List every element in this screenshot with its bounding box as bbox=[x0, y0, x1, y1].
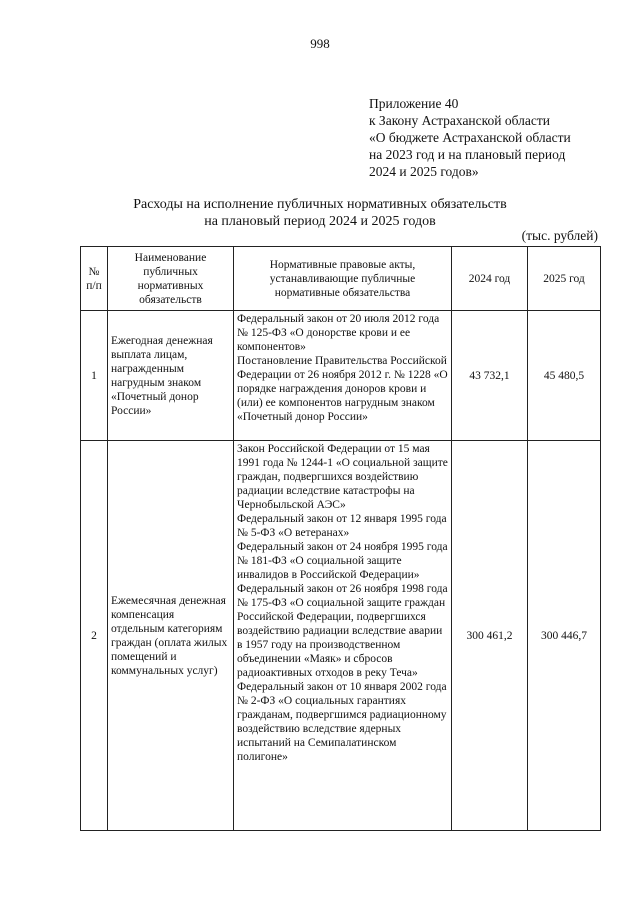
legal-act: Федеральный закон от 20 июля 2012 года № 125-ФЗ «О донорстве крови и ее компонентов» bbox=[237, 313, 440, 353]
header-acts: Нормативные правовые акты, устанавливающие публичные нормативные обязательства bbox=[234, 247, 452, 311]
row-num: 2 bbox=[81, 441, 108, 831]
value-2025: 300 446,7 bbox=[528, 441, 601, 831]
legal-act: Постановление Правительства Российской Федерации от 26 ноября 2012 г. № 1228 «О порядке награждения доноров крови и (или) ее компонентов нагрудным знаком «Почетный донор России» bbox=[237, 355, 448, 423]
table-row bbox=[81, 441, 601, 831]
appendix-line: на 2023 год и на плановый период bbox=[369, 147, 566, 162]
legal-act: Федеральный закон от 26 ноября 1998 года № 175-ФЗ «О социальной защите граждан Российской Федерации, подвергшихся воздействию радиации вследствие аварии в 1957 году на производственном объединении «Маяк» и сбросов радиоактивных отходов в реку Теча» bbox=[237, 583, 448, 679]
legal-act: Федеральный закон от 10 января 2002 года № 2-ФЗ «О социальных гарантиях гражданам, подвергшимся радиационному воздействию вследствие ядерных испытаний на Семипалатинском полигоне» bbox=[237, 681, 447, 763]
value-2024: 43 732,1 bbox=[452, 311, 528, 441]
value-2025: 45 480,5 bbox=[528, 311, 601, 441]
appendix-line: Приложение 40 bbox=[369, 96, 459, 111]
header-num: № п/п bbox=[81, 247, 108, 311]
legal-act: Федеральный закон от 12 января 1995 года № 5-ФЗ «О ветеранах» bbox=[237, 513, 447, 539]
obligation-name: Ежегодная денежная выплата лицам, награжденным нагрудным знаком «Почетный донор России» bbox=[108, 311, 234, 441]
appendix-line: «О бюджете Астраханской области bbox=[369, 130, 571, 145]
document-title bbox=[0, 196, 640, 230]
title-line-2: на плановый период 2024 и 2025 годов bbox=[204, 214, 436, 229]
page-number: 998 bbox=[310, 36, 330, 51]
legal-act: Федеральный закон от 24 ноября 1995 года № 181-ФЗ «О социальной защите инвалидов в Российской Федерации» bbox=[237, 541, 448, 581]
value-2024: 300 461,2 bbox=[452, 441, 528, 831]
appendix-line: к Закону Астраханской области bbox=[369, 113, 551, 128]
units-label: (тыс. рублей) bbox=[521, 228, 598, 243]
title-line-1: Расходы на исполнение публичных нормативных обязательств bbox=[133, 197, 507, 212]
header-2024: 2024 год bbox=[452, 247, 528, 311]
obligations-table bbox=[80, 246, 601, 831]
table-row bbox=[81, 311, 601, 441]
legal-acts bbox=[234, 441, 452, 831]
table-header-row bbox=[81, 247, 601, 311]
header-2025: 2025 год bbox=[528, 247, 601, 311]
obligation-name: Ежемесячная денежная компенсация отдельным категориям граждан (оплата жилых помещений и коммунальных услуг) bbox=[108, 441, 234, 831]
appendix-block bbox=[369, 95, 619, 180]
legal-act: Закон Российской Федерации от 15 мая 1991 года № 1244-1 «О социальной защите граждан, подвергшихся воздействию радиации вследствие катастрофы на Чернобыльской АЭС» bbox=[237, 443, 448, 511]
row-num: 1 bbox=[81, 311, 108, 441]
header-name: Наименование публичных нормативных обязательств bbox=[108, 247, 234, 311]
appendix-line: 2024 и 2025 годов» bbox=[369, 164, 479, 179]
legal-acts bbox=[234, 311, 452, 441]
